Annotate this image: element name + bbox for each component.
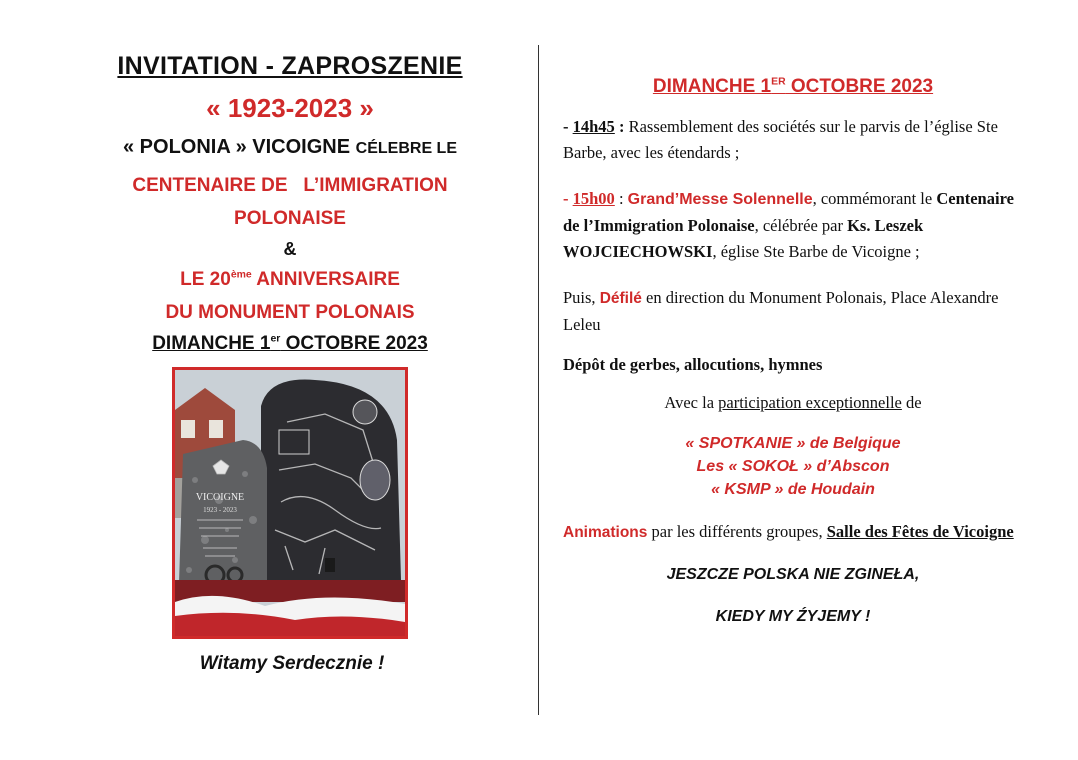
monument-line: DU MONUMENT POLONAIS — [165, 302, 415, 323]
anniv-prefix: LE 20 — [180, 269, 231, 290]
item2-colon: : — [614, 189, 628, 208]
anim-place: Salle des Fêtes de Vicoigne — [826, 522, 1014, 541]
item2-highlight: Grand’Messe Solennelle — [627, 191, 813, 208]
puis-prefix: Puis, — [563, 288, 600, 307]
item1-text: Rassemblement des sociétés sur le parvis de l’église Ste Barbe, avec les étendards ; — [563, 117, 998, 162]
item2-text2: , célébrée par — [754, 216, 848, 235]
item2-dash: - — [563, 189, 573, 208]
centenaire-line2: POLONAISE — [234, 208, 346, 229]
left-date-sup: er — [270, 333, 281, 345]
avec-suffix: de — [901, 393, 922, 412]
plaque-years: 1923 - 2023 — [203, 506, 237, 514]
guest-list — [563, 432, 1023, 501]
program-animations — [563, 519, 1023, 546]
program-item-1445 — [563, 114, 1023, 166]
right-date-suffix: OCTOBRE 2023 — [785, 76, 934, 97]
right-date — [563, 76, 1023, 98]
item2-time: 15h00 — [572, 189, 615, 208]
item1-colon: : — [614, 117, 625, 136]
program-item-1500 — [563, 186, 1023, 265]
anim-highlight: Animations — [563, 524, 648, 541]
avec-prefix: Avec la — [664, 393, 719, 412]
monument-illustration — [175, 370, 405, 636]
guest-spotkanie: « SPOTKANIE » de Belgique — [685, 435, 901, 452]
polonia-small-text: CÉLEBRE LE — [355, 140, 457, 157]
years-heading: « 1923-2023 » — [206, 93, 374, 123]
program-right-column — [563, 72, 1023, 626]
item1-dash: - — [563, 117, 573, 136]
anniv-suffix: ANNIVERSAIRE — [251, 269, 400, 290]
plaque-title: VICOIGNE — [195, 492, 245, 503]
program-avec — [563, 390, 1023, 416]
polonia-heading — [40, 136, 540, 159]
monument-photo — [172, 367, 408, 639]
item1-time: 14h45 — [572, 117, 615, 136]
left-date-suffix: OCTOBRE 2023 — [280, 333, 428, 354]
program-depot: Dépôt de gerbes, allocutions, hymnes — [563, 355, 823, 374]
polonia-main-text: « POLONIA » VICOIGNE — [123, 136, 351, 158]
guest-ksmp: « KSMP » de Houdain — [711, 481, 875, 498]
item2-text3: , église Ste Barbe de Vicoigne ; — [712, 242, 920, 261]
guest-sokol: Les « SOKOŁ » d’Abscon — [696, 458, 890, 475]
polish-anthem-line1: JESZCZE POLSKA NIE ZGINEŁA, — [666, 566, 920, 583]
anniv-sup: ème — [230, 269, 252, 281]
left-date — [40, 333, 540, 355]
anniversary-line — [40, 263, 540, 296]
right-date-sup: ER — [771, 76, 786, 88]
ampersand: & — [283, 239, 297, 259]
invitation-title: INVITATION - ZAPROSZENIE — [117, 52, 463, 80]
column-divider — [538, 45, 539, 715]
anniversary-block — [40, 263, 540, 329]
anim-text: par les différents groupes, — [647, 522, 827, 541]
avec-underlined: participation exceptionnelle — [718, 393, 902, 412]
polish-anthem-line2: KIEDY MY ŹYJEMY ! — [715, 608, 871, 625]
invitation-left-column — [40, 48, 540, 675]
welcome-footer: Witamy Serdecznie ! — [199, 653, 385, 674]
item2-text1: , commémorant le — [812, 189, 937, 208]
item2-bold: Centenaire de l’Immigration Polonaise — [563, 189, 1014, 235]
right-date-prefix: DIMANCHE 1 — [652, 76, 772, 97]
puis-highlight: Défilé — [599, 290, 642, 307]
program-puis — [563, 285, 1023, 338]
left-date-prefix: DIMANCHE 1 — [152, 333, 271, 354]
centenaire-block — [40, 169, 540, 235]
puis-text: en direction du Monument Polonais, Place Alexandre Leleu — [563, 288, 999, 334]
item2-priest: Ks. Leszek WOJCIECHOWSKI — [563, 216, 924, 261]
centenaire-line1: CENTENAIRE DE L’IMMIGRATION — [132, 175, 448, 196]
